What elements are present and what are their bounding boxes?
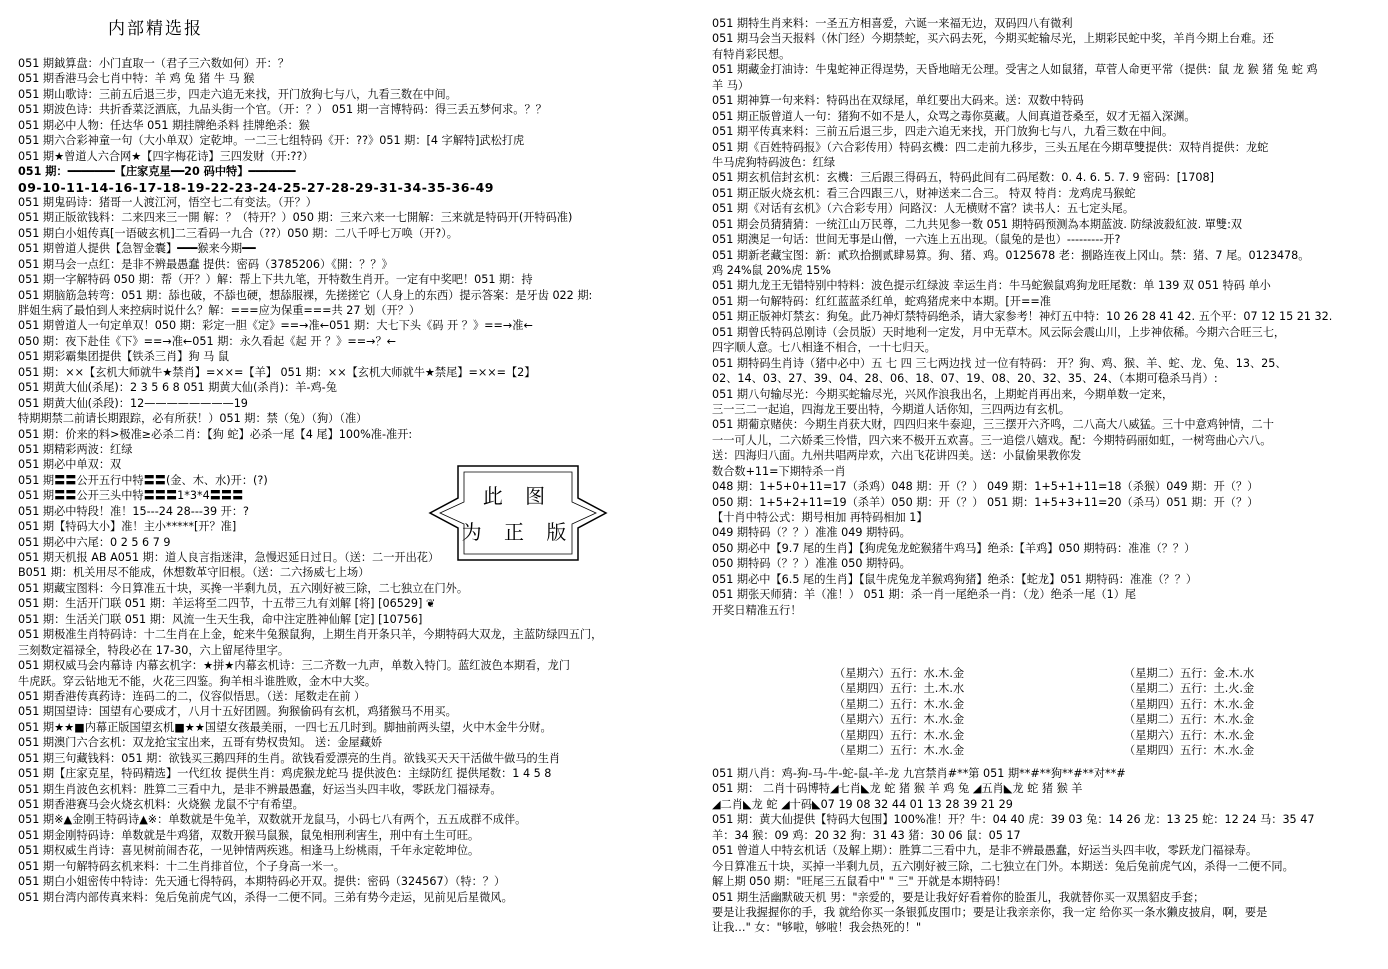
text-line: 051 期平传真来料：三前五后退三步，四走六追无来找，开门放狗七与八，九看三数在中间。 — [712, 125, 1174, 139]
text-line: 数合数+11=下期特杀一肖 — [712, 464, 846, 478]
text-line: 051 期特生肖来料：一圣五方相喜爱，六诞一来福无边，双码四八有微利 — [712, 17, 1073, 30]
text-line: 051 期特码生肖诗（猪中必中）五 七 四 三七两边找 过一位有特码： 开？狗、鸡、猴、羊、蛇、龙、兔、13、25、 — [712, 356, 1287, 370]
text-line: 051 期一句解特码玄机来料：十二生肖排首位，个子身高一米一。 — [18, 859, 345, 873]
text-line: 051 期：价来的料>极准≥必杀二肖：【狗 蛇】必杀一尾【4 尾】100%准-准开: — [18, 427, 413, 441]
text-line: 051 期黄大仙(杀段)：12————————19 — [18, 396, 248, 410]
text-line: 051 期金刚特码诗：单数就是牛鸡猪，双数开猴马鼠猴，鼠兔相刑利害生，刑中有土生可旺。 — [18, 828, 480, 842]
five-elements-cell-right: （星期二）五行：金.木.水 — [1124, 667, 1255, 680]
right-column — [712, 0, 1388, 969]
text-line: 051 期精彩两波：红绿 — [18, 442, 133, 456]
text-line: 051 期★曾道人六合网★【四字梅花诗】三四发财（开:??） — [18, 149, 314, 163]
text-line: 051 期山歌诗：三前五后退三步，四走六追无来找，开门放狗七与八，九看三数在中间。 — [18, 87, 457, 101]
five-elements-cell-right: （星期六）五行：木.水.金 — [1124, 728, 1255, 742]
five-elements-cell-right: （星期二）五行：土.火.金 — [1124, 682, 1255, 696]
text-line: 【十肖中特公式：期号相加 再特码相加 1】 — [712, 511, 928, 524]
text-line: 今日算准五十块，买掉一半剩九员，五六刚好被三除，二七独立在门外。本期送：兔后兔前虎气凶，杀得一二便不同。 — [712, 859, 1294, 873]
text-line: 051 期※▲金刚王特码诗▲※：单数就是牛兔羊，双数就开龙鼠马，小码七八有两个，五五成群不成伴。 — [18, 813, 527, 827]
text-line: 051 期：黄大仙提供【特码大包围】100%准！开？牛：04 40 虎：39 03 兔：14 26 龙：13 25 蛇：12 24 马：35 47 — [712, 813, 1315, 827]
text-line: 051 期曾氏特码总刚诗（会员版）天时地利一定发，月中无草木。风云际会震山川，上步神依稀。今期六合旺三七， — [712, 325, 1286, 339]
text-line: 02、14、03、27、39、04、28、06、18、07、19、08、20、32、35、24、（本期可稳杀马肖）: — [712, 372, 1218, 386]
text-line: 051 期澳门六合玄机：双龙抢宝宝出来，五哥有势权贵知。 送：金屋藏娇 — [18, 736, 383, 750]
five-elements-cell-left: （星期二）五行：木.水.金 — [834, 697, 965, 711]
five-elements-cell-left: （星期二）五行：木.水.金 — [834, 744, 965, 758]
text-line: 048 期：1+5+0+11=17（杀鸡）048 期：开（？） 049 期：1+5+1+11=18（杀猴）049 期：开（？） — [712, 480, 1259, 494]
text-line: 051 期波色诗：共折香菜泛酒底，九品头街一个官。（开：？） 051 期一言博特码：得三丢五梦何求。？？ — [18, 103, 547, 117]
right-text-lines — [712, 16, 1388, 618]
text-line: 049 期特码（？？）准准 049 期特码。 — [712, 526, 911, 540]
stamp-line-1: 此 图 — [482, 484, 554, 508]
stamp-line-2: 为 正 版 — [461, 520, 575, 544]
five-elements-cell-left: （星期四）五行：土.木.水 — [834, 682, 965, 696]
text-line: 051 期一句解特码：红红蓝蓝杀红单，蛇鸡猪虎来中本期。[开==准 — [712, 294, 1051, 308]
page-title: 内部精选报 — [108, 19, 203, 39]
text-line: 051 期《对话有玄机》（六合彩专用）问路汉：人无横财不富？读书人：五七定头尾。 — [712, 202, 1135, 216]
text-line: 051 期★★■内幕正版国望玄机■★★国望女孩最美丽，一四七五几时到。脚抽前两头望，火中木金牛分财。 — [18, 720, 552, 734]
text-line: 051 期生活幽默破天机 男："亲爱的，要是让我好好看着你的脸蛋儿，我就替你买一双黑貂皮手套； — [712, 890, 1205, 904]
text-line: 051 期正版欲钱料：二来四来三一開 解：？（特开？）050 期：三来六来一七開解：三来就是特码开(开特码准) — [18, 211, 573, 225]
text-line: 开奖日精准五行！ — [712, 603, 802, 617]
five-elements-row — [834, 728, 1304, 743]
text-line: 051 期香港赛马会火烧玄机料：火烧猴 龙鼠不宁有希望。 — [18, 798, 304, 811]
text-line: 羊 马） — [712, 78, 750, 92]
text-line: 051 期必中六尾：0 2 5 6 7 9 — [18, 535, 171, 549]
text-line: 051 期新老藏宝图：新：貳玖拾捌贰肆易算。狗、猪、鸡。0125678 老：捌路连夜上冈山。禁：猪、7 尾。0123478。 — [712, 248, 1310, 262]
text-line: 051 期台湾内部传真来料：兔后兔前虎气凶，杀得一二便不同。三弟有势今走运，见前见后星微风。 — [18, 890, 513, 904]
text-line: 051 期藏金打油诗：牛鬼蛇神正得逞势，天昏地暗无公理。受害之人如鼠猪，草菅人命更平常（提供：鼠 龙 猴 猪 兔 蛇 鸡 — [712, 63, 1318, 77]
text-line: 051 期生肖波色玄机料：胜算二三看中九，是非不辨最愚蠢，好运当头四丰收，零跃龙门福禄寿。 — [18, 782, 502, 796]
text-line: 051 期曾道人一句定单双！050 期：彩定一胆《定》==→准←051 期：大七下头《码 开 ？》==→准← — [18, 319, 533, 333]
five-elements-row — [834, 666, 1304, 681]
text-line: 051 期玄机信封玄机：玄機：三后跟三得码五，特码此间有二码尾数：0. 4. 6. 5. 7. 9 密码：[1708] — [712, 171, 1214, 185]
text-line: 09-10-11-14-16-17-18-19-22-23-24-25-27-28-29-31-34-35-36-49 — [18, 179, 494, 195]
text-line: 051 期香港传真药诗：连码二的二，仪容似悟思。（送：尾数走在前 ） — [18, 689, 366, 703]
text-line: 051 期马会当天报料（休门经）今期禁蛇，买六码去死，今期买蛇输尽光，上期彩民蛇中奖，羊肖今期上台难。还 — [712, 32, 1274, 46]
text-line: 050 期特码（？？）准准 050 期特码。 — [712, 557, 911, 571]
text-line: 051 期国望诗：国望有心要成才，八月十五好团圆。狗猴偷码有玄机，鸡猪猴马不用买。 — [18, 705, 457, 719]
text-line: 051 期：━━━━━━━【庄家克星━━20 码中特】━━━━━━━ — [18, 165, 296, 179]
text-line: 四字顺人意。七八相逢不相合，一十七归天。 — [712, 341, 936, 355]
text-line: 有特肖彩民想。 — [712, 47, 791, 61]
text-line: 牛虎跃。穿云钻地无不能，火花三四鉴。狗羊相斗谁胜败，金木中大奖。 — [18, 674, 377, 688]
text-line: 051 期【特码大小】准！主小*****[开？准] — [18, 520, 237, 534]
text-line: 051 期葡京赌侠：今期生肖获大财，四四归来牛泰迎，三三摆开六齐鸣，二八高大八威猛。三十中意鸡钟情，二十 — [712, 418, 1274, 432]
text-line: 051 期必中单双：双 — [18, 458, 122, 472]
text-line: 051 期九龙王无错特别中特料：波色提示红绿波 幸运生肖：牛马蛇猴鼠鸡狗龙旺尾数：单 139 双 051 特码 单小 — [712, 279, 1271, 293]
five-elements-row — [834, 681, 1304, 696]
text-line: 051 期澳足一句话：世间无事是山僧，一六连上五出现。（鼠兔的是也）---------开? — [712, 233, 1121, 247]
text-line: 051 期： 二肖十码博特◢七肖◣龙 蛇 猪 猴 羊 鸡 兔 ◢五肖◣龙 蛇 猪 猴 羊 — [712, 782, 1083, 796]
text-line: 051 期彩霸集团提供【铁杀三肖】狗 马 鼠 — [18, 350, 230, 364]
text-line: 051 期天机报 AB A051 期：道人良言指迷津，急慢迟延日过日。（送：二一开出花） — [18, 551, 440, 564]
text-line: 鸡 24%鼠 20%虎 15% — [712, 264, 831, 277]
text-line: 051 期白小姐密传中特诗：先天通七得特码，本期特码必开双。提供：密码（324567）（特：？） — [18, 875, 506, 889]
text-line: 051 期权威马会内幕诗 内幕玄机字：★拼★内幕玄机诗：三二齐数一九声，单数入特门。蓝红波色本期看，龙门 — [18, 659, 570, 673]
left-column — [18, 0, 698, 969]
text-line: 解上期 050 期："旺尾三五鼠看中" " 三" 开就是本期特码！ — [712, 875, 1007, 889]
text-line: 一一可人儿，二六娇柔三怜惜，四六来不极开五欢喜。三一追偿八嬉戏。配：今期特码丽如虹，一树弯曲心六八。 — [712, 433, 1272, 447]
five-elements-cell-left: （星期六）五行：水.木.金 — [834, 667, 965, 680]
stamp-banner-shape — [428, 458, 608, 568]
text-line: 牛马虎狗特码波色：红绿 — [712, 155, 836, 169]
text-line: 三刻数定福禄全，特段必在 17-30，六上留尾待里字。 — [18, 643, 290, 657]
text-line: 051 期：生活关门联 051 期：风流一生天生我，命中注定胜神仙解 [定] [10756] — [18, 612, 423, 626]
right-text-lines-bottom — [712, 766, 1388, 936]
five-elements-row — [834, 697, 1304, 712]
text-line: 让我…" 女："够啦，够啦！我会热死的！" — [712, 921, 922, 935]
authentic-stamp — [428, 458, 608, 568]
text-line: 051 期马会一点红：是非不辨最愚蠢 提供：密码（3785206）《開：？？》 — [18, 257, 393, 271]
text-line: 051 期必中人物：任达华 051 期挂牌绝杀料 挂牌绝杀：猴 — [18, 118, 310, 132]
text-line: 051 期神算一句来料：特码出在双绿尾，单红要出大码来。送：双数中特码 — [712, 94, 1084, 108]
text-line: ◢二肖◣龙 蛇 ◢十码◣07 19 08 32 44 01 13 28 39 21 29 — [712, 797, 1013, 811]
five-elements-cell-left: （星期四）五行：木.水.金 — [834, 728, 965, 742]
text-line: 051 期会员猜猜猜：一统江山万民尊，二九共见参一数 051 期特码预测為本期蓝波. 防绿波殺紅波. 單雙:双 — [712, 217, 1243, 231]
text-line: 051 期黄大仙(杀尾)：2 3 5 6 8 051 期黄大仙(杀肖)：羊-鸡-兔 — [18, 381, 337, 395]
text-line: 051 期张天师猜：羊（准！） 051 期：杀一肖一尾绝杀一肖：（龙）绝杀一尾（1）尾 — [712, 588, 1137, 602]
text-line: 051 期鉞算盘：小门直取一（君子三六数如何）开：？ — [18, 57, 290, 70]
text-line: 051 期一字解特码 050 期：帮（开？）解：帮上下共九笔，开特数生肖开。一定有中奖吧！051 期：持 — [18, 273, 533, 287]
text-line: 胖姐生病了最怕到人来控病时说什么？解：===应为保重===共 27 划（开？） — [18, 304, 421, 317]
text-line: 051 期正版曾道人一句：猪狗不如不是人，众骂之毒你莫藏。人间真道苍桑至，奴才无福入深渊。 — [712, 109, 1196, 123]
text-line: 050 期：1+5+2+11=19（杀羊）050 期：开（？） 051 期：1+5+3+11=20（杀马）051 期：开（？） — [712, 495, 1259, 509]
text-line: 051 期鬼码诗：猪哥一人渡江河，悟空七二有变法。（开？） — [18, 195, 317, 209]
text-line: 051 期香港马会七肖中特：羊 鸡 兔 猪 牛 马 猴 — [18, 72, 255, 86]
text-line: 051 期极准生肖特码诗：十二生肖在上金，蛇来牛兔猴鼠狗，上期生肖开条只羊，今期特码大双龙，主蓝防绿四五门， — [18, 628, 603, 642]
five-elements-cell-left: （星期六）五行：木.水.金 — [834, 713, 965, 727]
text-line: 要是让我握握你的手，我 就给你买一条银狐皮围巾；要是让我亲亲你，我一定 给你买一条水獭皮披肩，啊，要是 — [712, 905, 1268, 919]
text-line: 051 期《百姓特码报》（六合彩传用）特码玄機：四二走前九移步，三头五尾在今期草雙提供：双特肖提供：龙蛇 — [712, 140, 1269, 154]
text-line: 051 期必中特段！准！15---24 28---39 开：? — [18, 504, 249, 518]
text-line: 051 期：生活开门联 051 期：羊运将至二四节，十五带三九有刘解 [将] [06529] ❦ — [18, 597, 436, 611]
text-line: 051 期正版火烧玄机：看三合四跟三八，财神送来二合三。 特双 特肖：龙鸡虎马猴蛇 — [712, 186, 1136, 200]
text-line: 051 期脑筋急转弯：051 期：舔也破，不舔也硬，想舔服裸，先搓搓它（人身上的东西）提示答案：是牙齿 022 期: — [18, 288, 593, 302]
text-line: 050 期必中【9.7 尾的生肖】【狗虎兔龙蛇猴猪牛鸡马】绝杀:【羊鸡】050 期特码：准准（？？） — [712, 541, 1196, 555]
text-line: 051 期正版神灯禁玄：狗兔。此乃神灯禁特码绝杀，请大家参考！神灯五中特：10 26 28 41 42. 五个平：07 12 15 21 32. — [712, 310, 1333, 324]
text-line: 051 期权威生肖诗：喜见树前闹杏花，一见钟情两疾逃。相逢马上纷桃雨，千年永定乾坤位。 — [18, 844, 480, 858]
five-elements-cell-right: （星期二）五行：木.水.金 — [1124, 713, 1255, 727]
text-line: 050 期：夜下赴佳《下》==→准←051 期：永久看起《起 开 ？》==→？← — [18, 334, 397, 348]
text-line: 羊：34 猴：09 鸡：20 32 狗：31 43 猪：30 06 鼠：05 17 — [712, 828, 1021, 842]
text-line: 051 期〓〓公开三头中特〓〓〓1*3*4〓〓〓 — [18, 489, 244, 503]
text-line: 051 期六合彩神童一句（大小单双）定乾坤。一二三七组特码《开：??》051 期：[4 字解特]武松打虎 — [18, 134, 525, 148]
five-elements-cell-right: （星期四）五行：木.水.金 — [1124, 744, 1255, 758]
text-line: 051 期八句输尽光：今期买蛇输尽光，兴风作浪我出名，上期蛇肖再出来，今期单数一定来， — [712, 387, 1174, 401]
text-line: 051 期【庄家克星，特码精选】一代红妆 提供生肖：鸡虎猴龙蛇马 提供波色：主绿防红 提供尾数：1 4 5 8 — [18, 767, 552, 781]
text-line: 051 期曾道人提供【急智金囊】━━━猴来今期━━ — [18, 242, 256, 256]
text-line: 特期期禁二前请长期跟踪，必有所获！）051 期：禁（兔）（狗）（准） — [18, 412, 368, 426]
text-line: 送：四海归八面。九州共唱两岸欢，六出飞花讲四美。送：小鼠偷果教你发 — [712, 449, 1082, 463]
text-line: 051 期白小姐传真[一语破玄机]二三看码一九合（??）050 期：二八千呼七万唤（开?）。 — [18, 226, 458, 240]
five-elements-row — [834, 743, 1304, 758]
text-line: 051 期：××【玄机大师就牛★禁肖】=××=【羊】 051 期：××【玄机大师就牛★禁尾】=××=【2】 — [18, 365, 536, 379]
text-line: B051 期：机关用尽不能成，休想数革守旧根。（送：二六扬威七上场） — [18, 566, 370, 580]
text-line: 051 期三句藏钱料：051 期：欲钱买三鹅四拜的生肖。欲钱看爱漂亮的生肖。欲钱买天天干活做牛做马的生肖 — [18, 751, 561, 765]
text-line: 051 期八肖：鸡-狗-马-牛-蛇-鼠-羊-龙 九宫禁肖#**第 051 期**#**狗**#**对**# — [712, 767, 1126, 780]
five-elements-table — [834, 666, 1304, 759]
five-elements-cell-right: （星期四）五行：木.水.金 — [1124, 697, 1255, 711]
five-elements-row — [834, 712, 1304, 727]
text-line: 051 期〓〓公开五行中特〓〓(金、木、水)开：(?) — [18, 473, 268, 487]
text-line: 051 曾道人中特玄机话（及解上期）：胜算二三看中九，是非不辨最愚蠢，好运当头四丰收，零跃龙门福禄寿。 — [712, 844, 1258, 858]
text-line: 051 期必中【6.5 尾的生肖】【鼠牛虎兔龙羊猴鸡狗猪】绝杀：【蛇龙】051 期特码：准准（？？） — [712, 572, 1198, 586]
text-line: 三一三二一起追，四海龙王要出特，今期道人话你知，三四两边有玄机。 — [712, 402, 1071, 416]
text-line: 051 期藏宝图料：今日算准五十块，买搀一半剩九员，五六刚好被三除，二七独立在门外。 — [18, 581, 469, 595]
